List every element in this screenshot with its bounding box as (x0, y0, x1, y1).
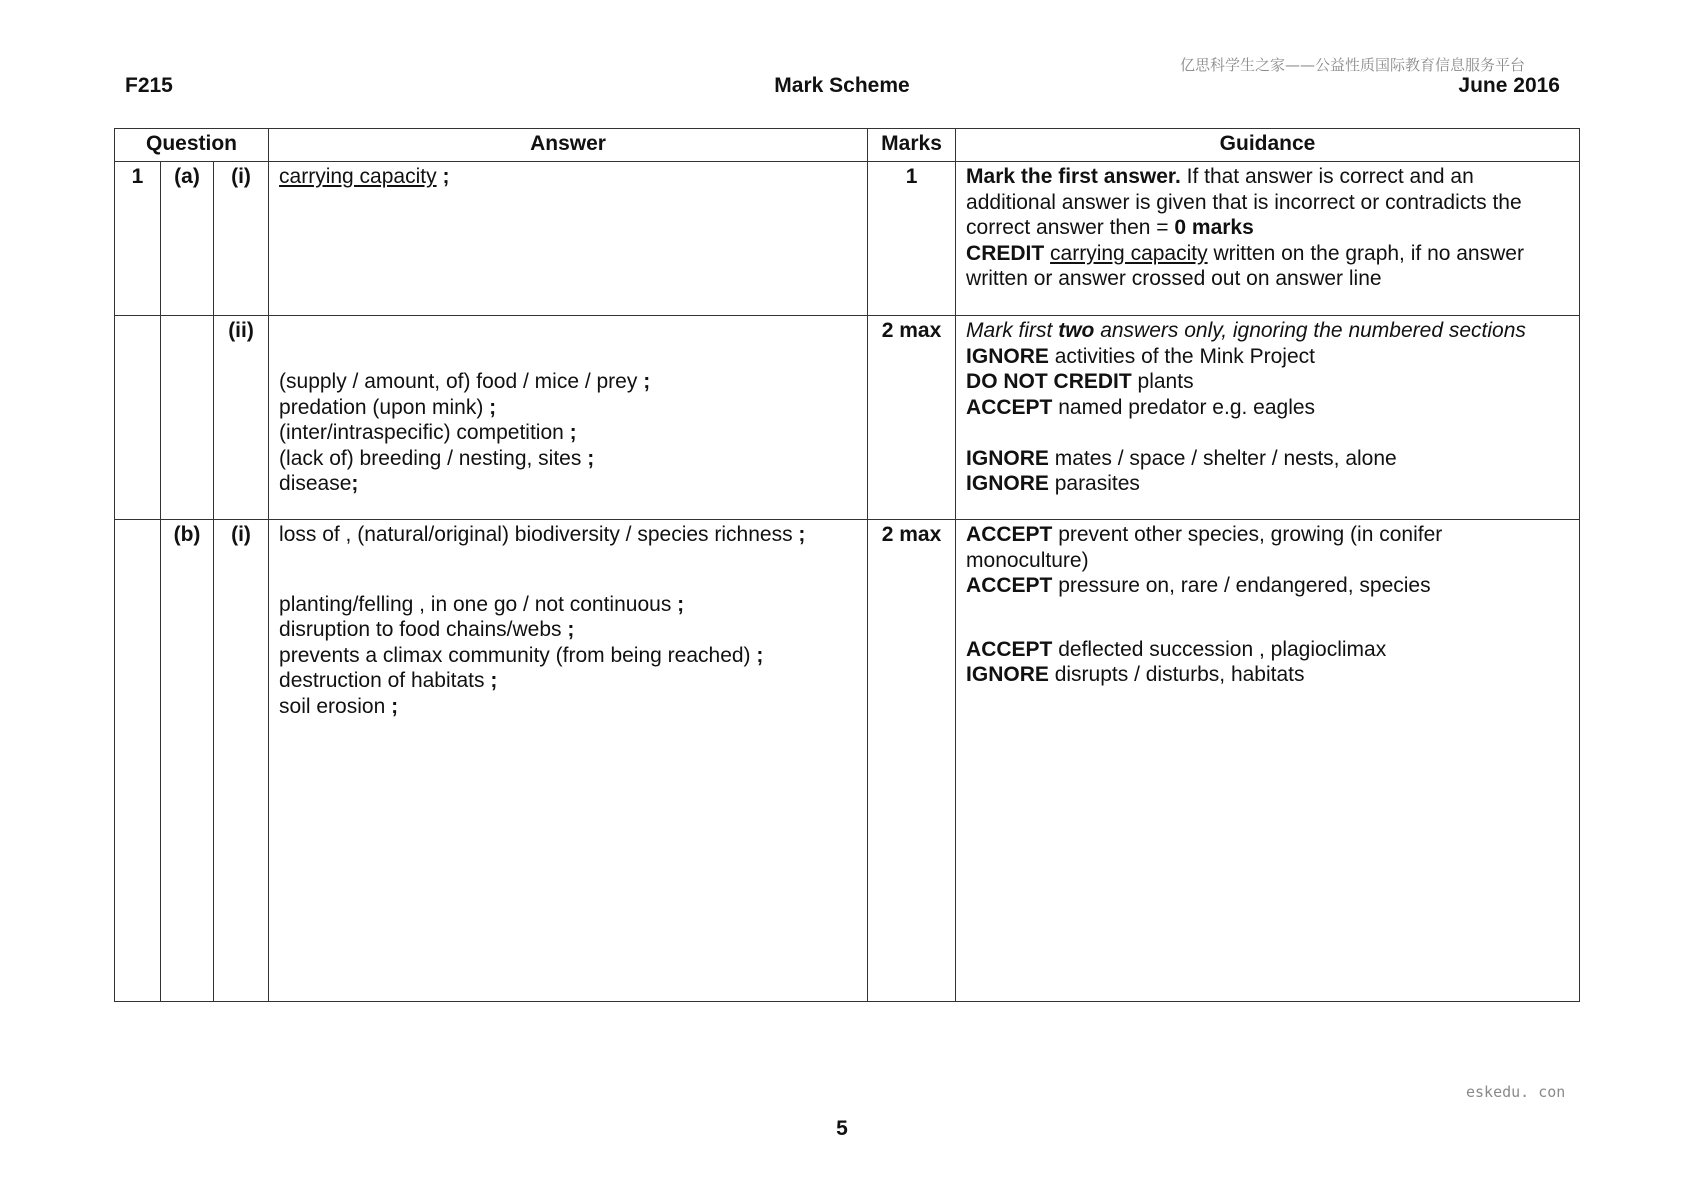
guidance-line: ACCEPT pressure on, rare / endangered, species (966, 574, 1431, 597)
question-part (161, 316, 214, 520)
watermark-top: 亿思科学生之家——公益性质国际教育信息服务平台 (1180, 56, 1526, 74)
guidance-mark-first: Mark the first answer. If that answer is correct and an additional answer is given that is incorrect or contradicts the correct answer then = 0 marks (966, 165, 1522, 239)
question-subpart: (ii) (214, 316, 269, 520)
answer-line (279, 164, 857, 190)
answer-semicolon: ; (442, 165, 450, 188)
guidance-instruction: Mark first two answers only, ignoring the numbered sections (966, 319, 1526, 342)
watermark-bottom: eskedu. con (1466, 1083, 1566, 1101)
answer-cell (269, 520, 868, 1002)
table-row (115, 162, 1580, 316)
answer-line: disease; (279, 472, 359, 495)
answer-cell (269, 316, 868, 520)
answer-text: carrying capacity (279, 165, 437, 188)
guidance-credit: CREDIT carrying capacity written on the graph, if no answer written or answer crossed out on answer line (966, 241, 1524, 290)
col-header-answer: Answer (269, 129, 868, 162)
question-subpart: (i) (214, 520, 269, 1002)
guidance-line: IGNORE mates / space / shelter / nests, alone (966, 446, 1397, 470)
guidance-line: ACCEPT deflected succession , plagioclimax (966, 637, 1387, 661)
answer-line: planting/felling , in one go / not continuous ; (279, 592, 685, 616)
answer-line: loss of , (natural/original) biodiversity / species richness ; (279, 523, 806, 546)
answer-line: (inter/intraspecific) competition ; (279, 421, 577, 444)
guidance-line: IGNORE disrupts / disturbs, habitats (966, 663, 1305, 686)
answer-line: disruption to food chains/webs ; (279, 618, 575, 641)
col-header-guidance: Guidance (956, 129, 1580, 162)
paper-code: F215 (125, 74, 173, 97)
guidance-line: IGNORE activities of the Mink Project (966, 344, 1315, 368)
guidance-line: DO NOT CREDIT plants (966, 370, 1194, 393)
answer-line: soil erosion ; (279, 694, 399, 718)
question-number: 1 (115, 162, 161, 316)
guidance-line: IGNORE parasites (966, 472, 1140, 495)
table-row (115, 316, 1580, 520)
page-number: 5 (836, 1117, 848, 1140)
answer-line: destruction of habitats ; (279, 669, 498, 692)
guidance-cell (956, 162, 1580, 316)
marks-cell: 1 (868, 162, 956, 316)
marks-cell: 2 max (868, 316, 956, 520)
guidance-line: ACCEPT named predator e.g. eagles (966, 395, 1316, 419)
exam-date: June 2016 (1458, 74, 1560, 97)
guidance-line: ACCEPT prevent other species, growing (in conifer monoculture) (966, 523, 1443, 572)
answer-line: (lack of) breeding / nesting, sites ; (279, 446, 595, 470)
col-header-marks: Marks (868, 129, 956, 162)
answer-line: prevents a climax community (from being reached) ; (279, 643, 764, 667)
question-part: (b) (161, 520, 214, 1002)
table-header-row (115, 129, 1580, 162)
guidance-cell (956, 316, 1580, 520)
question-part: (a) (161, 162, 214, 316)
question-number (115, 316, 161, 520)
question-subpart: (i) (214, 162, 269, 316)
answer-line: predation (upon mink) ; (279, 395, 497, 419)
marks-cell: 2 max (868, 520, 956, 1002)
answer-cell (269, 162, 868, 316)
question-number (115, 520, 161, 1002)
mark-scheme-table (114, 128, 1580, 1002)
document-title: Mark Scheme (774, 74, 910, 97)
guidance-cell (956, 520, 1580, 1002)
col-header-question: Question (115, 129, 269, 162)
answer-line: (supply / amount, of) food / mice / prey ; (279, 370, 651, 393)
table-row (115, 520, 1580, 1002)
